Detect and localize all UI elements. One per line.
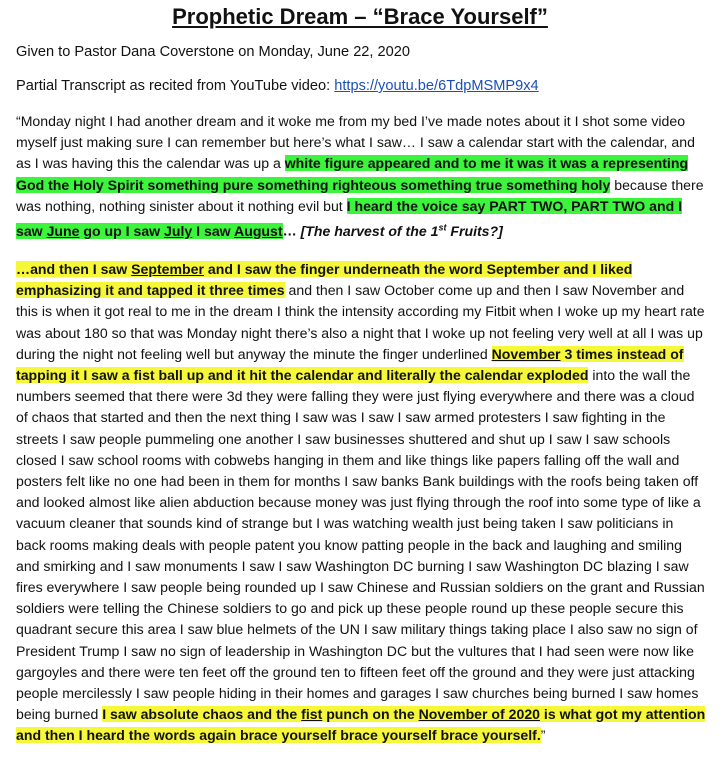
p2-yellow-1: and I saw the finger underneath the word September and I liked emphasizing it and tapped it three times [16, 261, 633, 299]
word-november: November [491, 345, 561, 362]
harvest-note-b: Fruits?] [446, 222, 503, 239]
word-june: June [46, 222, 80, 239]
p1-green-a: I heard the voice say PART TWO, PART TWO and I saw [16, 197, 683, 239]
p2-text-2: into the wall the numbers seemed that there were 3d they were falling they were just flying everywhere and there was a cloud of chaos that started and then the next thing I saw was I saw I saw armed protesters I saw fighting in the streets I saw people pummeling one another I saw businesses shuttered and shut up I saw I saw schools closed I saw school rooms with cobwebs hanging in them and like things like papers falling off the wall and posters felt like no one had been in them for months I saw banks Bank buildings with the roofs being taken off and looked almost like alien abduction because money was just flying through the roof into some type of like a vacuum cleaner that sounds kind of strange but I was watching wealth just being taken I saw politicians in back rooms making deals with people patent you know patting people in the back and laughing and smiling and smirking and I saw monuments I saw I saw Washington DC burning I saw Washington DC blazing I saw fires everywhere I saw people being rounded up I saw Chinese and Russian soldiers on the grant and Russian soldiers were telling the Chinese soldiers to go and pick up these people round up these people secure this quadrant secure this area I saw blue helmets of the UN I saw military things taking place I also saw no sign of President Trump I saw no sign of leadership in Washington DC but the vultures that I had seen were now like gargoyles and there were ten feet off the ground ten to fifteen feet off the ground and they were just attacking people mercilessly I saw people hiding in their homes and garages I saw churches being burned I saw homes being burned [16, 367, 705, 723]
highlight-absolute-chaos [16, 706, 705, 743]
p1-green-c: I saw [192, 222, 235, 239]
p2-yellow-3c: is what got my attention and then I heard the words again brace yourself brace yourself brace yourself. [16, 706, 706, 744]
p1-text-2: because there was nothing, nothing sinister about it nothing evil but [16, 176, 704, 214]
transcript-source-line [16, 78, 539, 94]
word-july: July [164, 222, 193, 239]
p2-closing-quote: ” [540, 727, 546, 744]
p2-yellow-2: 3 times instead of tapping it I saw a fist ball up and it hit the calendar and literally the calendar exploded [16, 345, 684, 384]
document-title: Prophetic Dream – “Brace Yourself” [172, 4, 548, 29]
word-september: September [131, 261, 204, 277]
p2-yellow-0: …and then I saw [16, 261, 132, 277]
p1-ellipsis: … [282, 222, 301, 239]
word-august: August [234, 222, 283, 239]
harvest-note-a: [The harvest of the 1 [300, 222, 439, 239]
youtube-link[interactable]: https://youtu.be/6TdpMSMP9x4 [334, 78, 539, 94]
highlight-white-figure: white figure appeared and to me it was it was a representing God the Holy Spirit something pure something righteous something true something holy [16, 155, 689, 193]
word-november-2020: November of 2020 [418, 706, 540, 723]
word-fist: fist [301, 706, 323, 723]
harvest-note [301, 223, 503, 239]
p2-yellow-3a: I saw absolute chaos and the [102, 706, 302, 723]
paragraph-2 [16, 259, 706, 747]
given-to-line: Given to Pastor Dana Coverstone on Monday, June 22, 2020 [16, 44, 411, 60]
p2-text-1: and then I saw October come up and then I saw November and this is when it got real to me in the dream I think the intensity according my Fitbit when I woke up my heart rate was about 180 so that was Monday night there’s also a night that I woke up not feeling very well at all I was up during the night not feeling well but anyway the minute the finger underlined [16, 282, 705, 362]
paragraph-1 [16, 111, 706, 242]
p2-yellow-3b: punch on the [322, 706, 419, 723]
harvest-note-sup: st [438, 222, 447, 233]
p1-green-b: go up I saw [79, 222, 165, 239]
p1-text-1: “Monday night I had another dream and it woke me from my bed I’ve made notes about it I shot some video myself just making sure I can remember but here’s what I saw… I saw a calendar start with the calendar, and as I was having this the calendar was up a [16, 113, 695, 172]
transcript-label: Partial Transcript as recited from YouTube video: [16, 78, 335, 94]
